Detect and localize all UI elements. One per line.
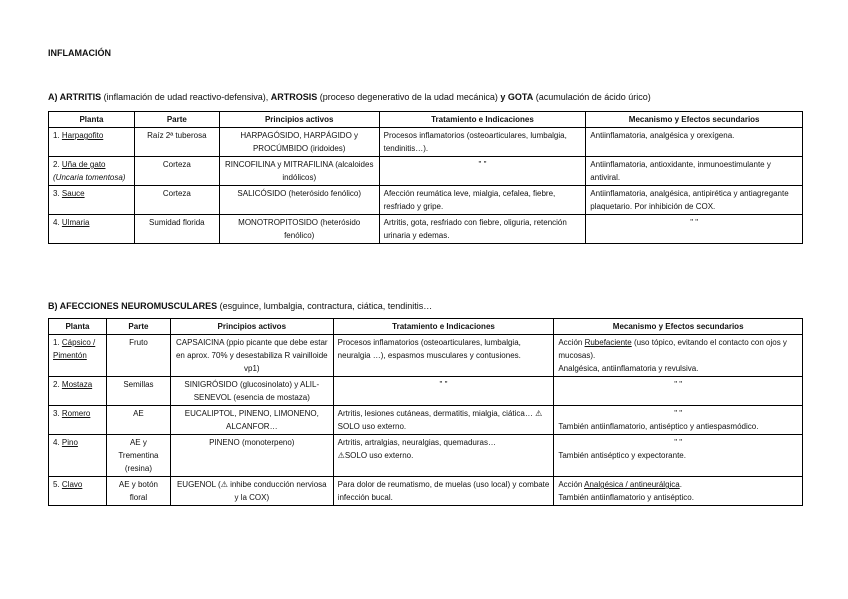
mec-suffix: (uso tópico, evitando el contacto con ojos y mucosas). — [558, 338, 787, 360]
row-num: 4. — [53, 218, 62, 227]
mec-ditto: " " — [674, 438, 683, 447]
header-planta: Planta — [49, 319, 107, 335]
cell-principios: EUCALIPTOL, PINENO, LIMONENO, ALCANFOR… — [170, 406, 333, 435]
header-planta: Planta — [49, 112, 135, 128]
plant-name: Mostaza — [61, 380, 93, 389]
cell-planta — [49, 435, 107, 477]
header-principios: Principios activos — [170, 319, 333, 335]
cell-tratamiento — [333, 406, 554, 435]
cell-tratamiento: Afección reumática leve, mialgia, cefalea, fiebre, resfriado y gripe. — [379, 186, 586, 215]
table-neuromusculares — [48, 318, 803, 506]
cell-principios — [170, 477, 333, 506]
mec-line2: Analgésica, antiinflamatoria y revulsiva. — [558, 364, 699, 373]
mec-prefix: Acción — [558, 480, 585, 489]
cell-parte: Corteza — [134, 186, 219, 215]
cell-tratamiento — [333, 435, 554, 477]
cell-mecanismo: Antiinflamatoria, analgésica, antipirética y antiagregante plaquetario. Por inhibición de COX. — [586, 186, 803, 215]
warning-icon: ⚠ — [337, 451, 345, 460]
mec-underlined: Rubefaciente — [584, 338, 632, 347]
table-row — [49, 186, 803, 215]
plant-name: Clavo — [61, 480, 83, 489]
section-b-desc: (esguince, lumbalgia, contractura, ciática, tendinitis… — [217, 301, 433, 311]
mec-text: También antiinflamatorio, antiséptico y antiespasmódico. — [558, 422, 759, 431]
cell-tratamiento: Para dolor de reumatismo, de muelas (uso local) y combate infección bucal. — [333, 477, 554, 506]
mec-suffix: . — [679, 480, 682, 489]
cell-mecanismo: Antiinflamatoria, analgésica y orexígena. — [586, 128, 803, 157]
cell-mecanismo: Antiinflamatoria, antioxidante, inmunoestimulante y antiviral. — [586, 157, 803, 186]
plant-name: Ulmaria — [61, 218, 90, 227]
mec-line2: También antiinflamatorio y antiséptico. — [558, 493, 694, 502]
cell-parte: AE — [106, 406, 170, 435]
plant-name: Harpagofito — [61, 131, 104, 140]
plant-name: Sauce — [61, 189, 85, 198]
row-num: 1. — [53, 338, 62, 347]
row-num: 2. — [53, 160, 62, 169]
table-row — [49, 406, 803, 435]
header-mecanismo: Mecanismo y Efectos secundarios — [586, 112, 803, 128]
cell-parte: Raíz 2ª tuberosa — [134, 128, 219, 157]
cell-principios: PINENO (monoterpeno) — [170, 435, 333, 477]
cell-planta — [49, 335, 107, 377]
page-title: INFLAMACIÓN — [48, 48, 111, 58]
cell-parte: AE y Trementina (resina) — [106, 435, 170, 477]
section-a-artrosis: ARTROSIS — [270, 92, 318, 102]
cell-principios: HARPAGÓSIDO, HARPÁGIDO y PROCÚMBIDO (iridoides) — [219, 128, 379, 157]
cell-principios: SALICÓSIDO (heterósido fenólico) — [219, 186, 379, 215]
trat-warning-text: SOLO uso externo. — [344, 451, 414, 460]
table-header-row — [49, 112, 803, 128]
cell-principios: MONOTROPITOSIDO (heterósido fenólico) — [219, 215, 379, 244]
table-row — [49, 335, 803, 377]
cell-parte: Semillas — [106, 377, 170, 406]
row-num: 5. — [53, 480, 62, 489]
warning-icon: ⚠ — [535, 409, 543, 418]
cell-mecanismo: " " — [586, 215, 803, 244]
trat-text: Artritis, artralgias, neuralgias, quemaduras… — [337, 438, 496, 447]
cell-parte: Fruto — [106, 335, 170, 377]
cell-tratamiento: " " — [379, 157, 586, 186]
header-tratamiento: Tratamiento e Indicaciones — [333, 319, 554, 335]
section-a-desc3: (acumulación de ácido úrico) — [533, 92, 651, 102]
trat-text: Artritis, lesiones cutáneas, dermatitis, mialgia, ciática… — [337, 409, 533, 418]
cell-parte: AE y botón floral — [106, 477, 170, 506]
cell-tratamiento: " " — [333, 377, 554, 406]
cell-tratamiento: Artritis, gota, resfriado con fiebre, oliguria, retención urinaria y edemas. — [379, 215, 586, 244]
row-num: 2. — [53, 380, 62, 389]
cell-mecanismo — [554, 435, 803, 477]
princ-suffix: inhibe conducción nerviosa y la COX) — [227, 480, 327, 502]
cell-planta — [49, 215, 135, 244]
table-artritis — [48, 111, 803, 244]
row-num: 3. — [53, 189, 62, 198]
table-row — [49, 477, 803, 506]
header-principios: Principios activos — [219, 112, 379, 128]
plant-name: Cápsico / Pimentón — [53, 338, 96, 360]
warning-icon: ⚠ — [220, 480, 228, 489]
section-b-heading — [48, 301, 432, 311]
cell-planta — [49, 377, 107, 406]
section-a-gota: y GOTA — [500, 92, 534, 102]
section-a-heading — [48, 92, 651, 102]
table-row — [49, 128, 803, 157]
cell-planta — [49, 477, 107, 506]
cell-parte: Sumidad florida — [134, 215, 219, 244]
table-row — [49, 377, 803, 406]
plant-name: Romero — [61, 409, 91, 418]
section-a-label: A) ARTRITIS — [48, 92, 102, 102]
plant-latin-name: (Uncaria tomentosa) — [53, 173, 126, 182]
cell-mecanismo — [554, 406, 803, 435]
princ-prefix: EUGENOL ( — [176, 480, 221, 489]
cell-planta — [49, 186, 135, 215]
header-mecanismo: Mecanismo y Efectos secundarios — [554, 319, 803, 335]
mec-underlined: Analgésica / antineurálgica — [584, 480, 680, 489]
header-parte: Parte — [134, 112, 219, 128]
plant-name: Pino — [61, 438, 78, 447]
mec-text: También antiséptico y expectorante. — [558, 451, 686, 460]
row-num: 1. — [53, 131, 62, 140]
cell-tratamiento: Procesos inflamatorios (osteoarticulares, lumbalgia, tendinitis…). — [379, 128, 586, 157]
cell-principios: RINCOFILINA y MITRAFILINA (alcaloides indólicos) — [219, 157, 379, 186]
header-parte: Parte — [106, 319, 170, 335]
mec-ditto: " " — [674, 409, 683, 418]
cell-mecanismo — [554, 335, 803, 377]
cell-mecanismo: " " — [554, 377, 803, 406]
section-a-desc1: (inflamación de udad reactivo-defensiva), — [101, 92, 271, 102]
trat-warning-text: SOLO uso externo. — [337, 422, 407, 431]
table-row — [49, 157, 803, 186]
row-num: 4. — [53, 438, 62, 447]
section-a-desc2: (proceso degenerativo de la udad mecánica) — [317, 92, 501, 102]
cell-planta — [49, 157, 135, 186]
cell-principios: SINIGRÓSIDO (glucosinolato) y ALIL-SENEVOL (esencia de mostaza) — [170, 377, 333, 406]
section-b-label: B) AFECCIONES NEUROMUSCULARES — [48, 301, 218, 311]
cell-tratamiento: Procesos inflamatorios (osteoarticulares, lumbalgia, neuralgia …), espasmos musculares y contusiones. — [333, 335, 554, 377]
row-num: 3. — [53, 409, 62, 418]
mec-prefix: Acción — [558, 338, 585, 347]
table-row — [49, 435, 803, 477]
cell-principios: CAPSAICINA (ppio picante que debe estar en aprox. 70% y desestabiliza R vainilloide vp1) — [170, 335, 333, 377]
cell-planta — [49, 128, 135, 157]
cell-mecanismo — [554, 477, 803, 506]
cell-parte: Corteza — [134, 157, 219, 186]
table-row — [49, 215, 803, 244]
table-header-row — [49, 319, 803, 335]
plant-name: Uña de gato — [61, 160, 106, 169]
cell-planta — [49, 406, 107, 435]
header-tratamiento: Tratamiento e Indicaciones — [379, 112, 586, 128]
